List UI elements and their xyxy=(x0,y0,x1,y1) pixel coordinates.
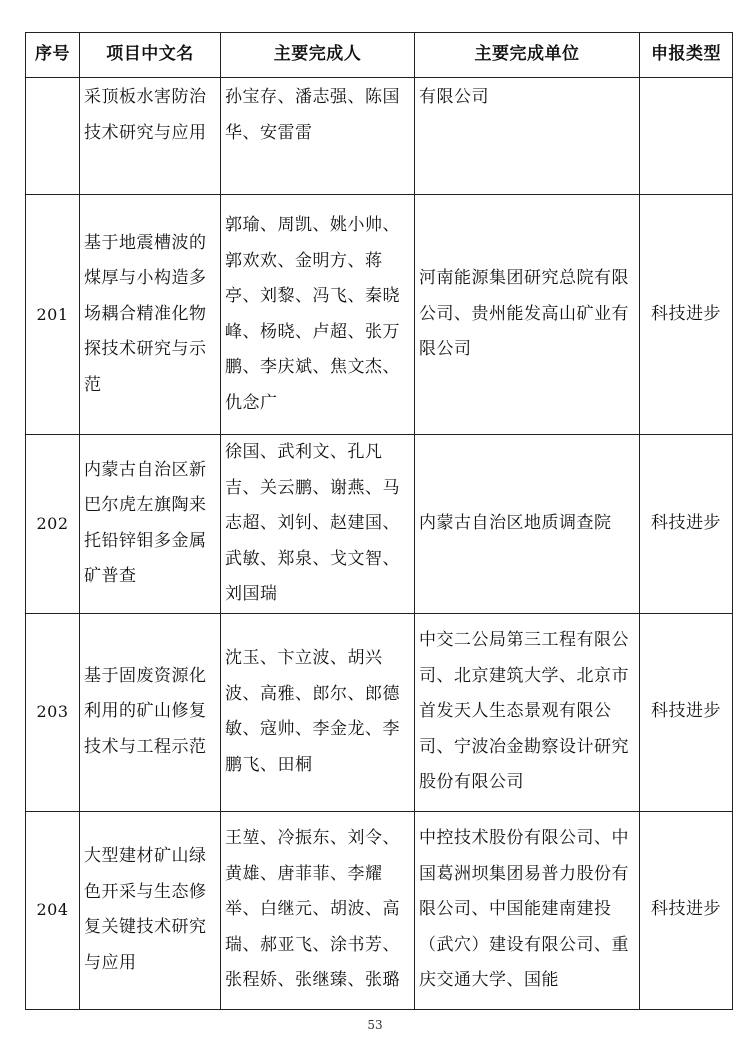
row-main-persons: 王堃、冷振东、刘令、黄雄、唐菲菲、李耀举、白继元、胡波、高瑞、郝亚飞、涂书芳、张程娇、张继臻、张璐 xyxy=(221,811,415,1009)
row-award-type: 科技进步 xyxy=(640,613,733,811)
header-main-persons: 主要完成人 xyxy=(221,33,415,78)
row-project-name: 内蒙古自治区新巴尔虎左旗陶来托铅锌钼多金属矿普查 xyxy=(80,435,221,614)
page-number: 53 xyxy=(367,1018,383,1032)
header-main-units: 主要完成单位 xyxy=(415,33,640,78)
table-row xyxy=(26,613,733,811)
row-award-type xyxy=(640,78,733,195)
table-row xyxy=(26,435,733,614)
row-main-persons: 孙宝存、潘志强、陈国华、安雷雷 xyxy=(221,78,415,195)
row-project-name: 大型建材矿山绿色开采与生态修复关键技术研究与应用 xyxy=(80,811,221,1009)
header-seq: 序号 xyxy=(26,33,80,78)
header-project-name: 项目中文名 xyxy=(80,33,221,78)
row-award-type: 科技进步 xyxy=(640,811,733,1009)
award-table xyxy=(25,32,733,1010)
row-main-persons: 郭瑜、周凯、姚小帅、郭欢欢、金明方、蒋亭、刘黎、冯飞、秦晓峰、杨晓、卢超、张万鹏、李庆斌、焦文杰、仇念广 xyxy=(221,195,415,435)
row-main-units: 中控技术股份有限公司、中国葛洲坝集团易普力股份有限公司、中国能建南建投（武穴）建设有限公司、重庆交通大学、国能 xyxy=(415,811,640,1009)
table-row xyxy=(26,811,733,1009)
row-main-units: 有限公司 xyxy=(415,78,640,195)
row-main-units: 内蒙古自治区地质调查院 xyxy=(415,435,640,614)
header-award-type: 申报类型 xyxy=(640,33,733,78)
row-seq: 204 xyxy=(26,811,80,1009)
row-project-name: 基于固废资源化利用的矿山修复技术与工程示范 xyxy=(80,613,221,811)
table-row xyxy=(26,78,733,195)
row-project-name: 基于地震槽波的煤厚与小构造多场耦合精准化物探技术研究与示范 xyxy=(80,195,221,435)
row-award-type: 科技进步 xyxy=(640,435,733,614)
row-award-type: 科技进步 xyxy=(640,195,733,435)
row-seq: 202 xyxy=(26,435,80,614)
row-project-name: 采顶板水害防治技术研究与应用 xyxy=(80,78,221,195)
header-row xyxy=(26,33,733,78)
row-seq: 201 xyxy=(26,195,80,435)
row-main-units: 河南能源集团研究总院有限公司、贵州能发高山矿业有限公司 xyxy=(415,195,640,435)
row-main-units: 中交二公局第三工程有限公司、北京建筑大学、北京市首发天人生态景观有限公司、宁波冶金勘察设计研究股份有限公司 xyxy=(415,613,640,811)
table-row xyxy=(26,195,733,435)
row-seq: 203 xyxy=(26,613,80,811)
row-main-persons: 沈玉、卞立波、胡兴波、高雅、郎尔、郎德敏、寇帅、李金龙、李鹏飞、田桐 xyxy=(221,613,415,811)
row-main-persons: 徐国、武利文、孔凡吉、关云鹏、谢燕、马志超、刘钊、赵建国、武敏、郑泉、戈文智、刘国瑞 xyxy=(221,435,415,614)
row-seq xyxy=(26,78,80,195)
